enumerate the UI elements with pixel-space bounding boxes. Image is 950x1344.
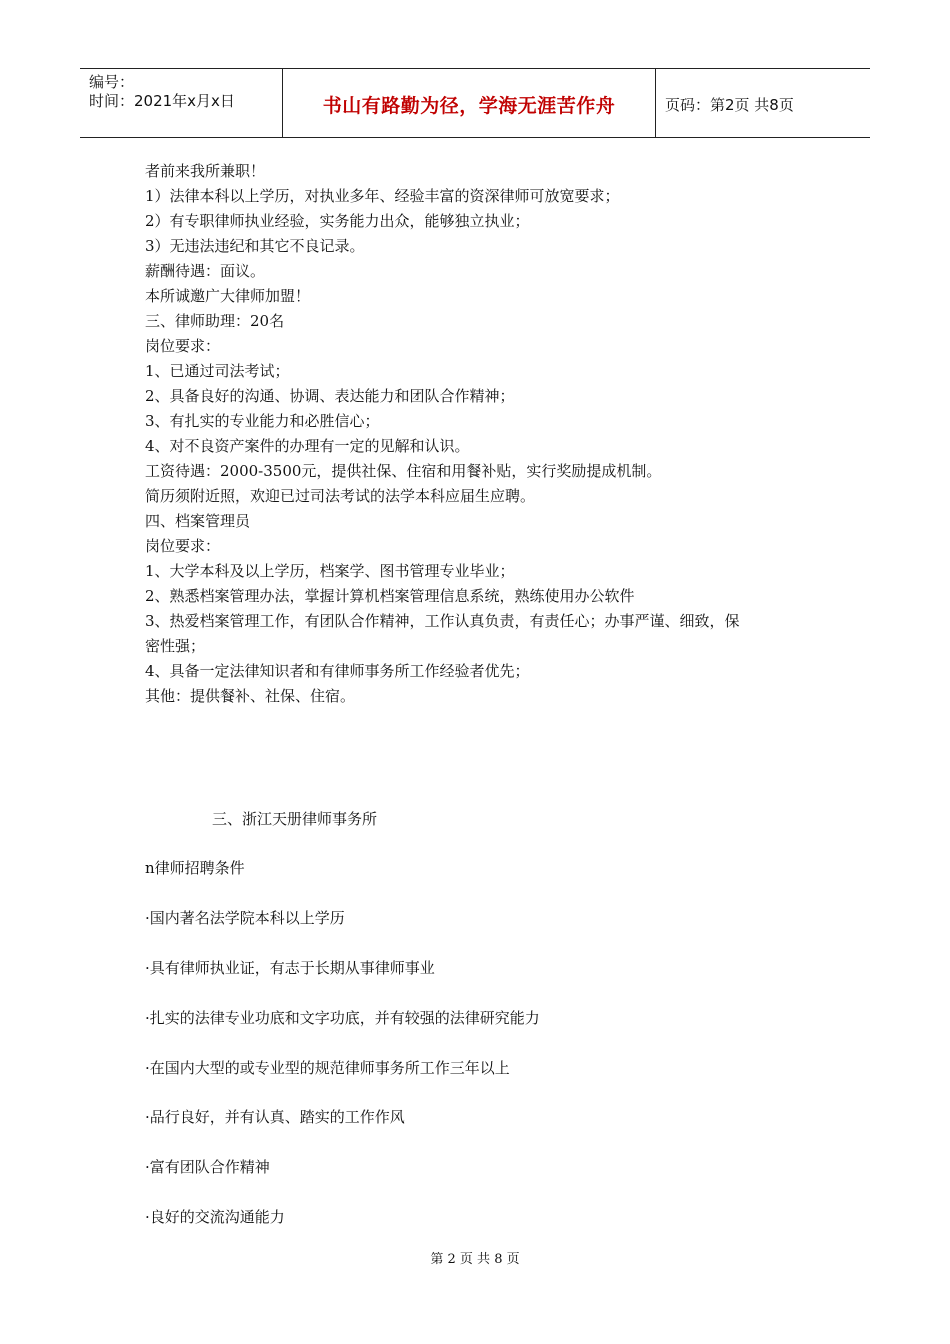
body-line: 2、熟悉档案管理办法，掌握计算机档案管理信息系统，熟练使用办公软件 <box>145 587 635 605</box>
body-line: 四、档案管理员 <box>145 512 251 530</box>
body-line: 简历须附近照，欢迎已过司法考试的法学本科应届生应聘。 <box>145 487 536 505</box>
body-line: 岗位要求： <box>145 537 221 555</box>
body-line: 者前来我所兼职！ <box>145 162 266 180</box>
list-item: ·扎实的法律专业功底和文字功底，并有较强的法律研究能力 <box>145 1009 540 1027</box>
body-line: 三、律师助理：20名 <box>145 312 285 330</box>
list-item: ·良好的交流沟通能力 <box>145 1208 285 1226</box>
conditions-title: n律师招聘条件 <box>145 859 245 877</box>
body-line: 工资待遇：2000-3500元，提供社保、住宿和用餐补贴，实行奖励提成机制。 <box>145 462 662 480</box>
body-line: 3、热爱档案管理工作，有团队合作精神，工作认真负责，有责任心；办事严谨、细致，保 <box>145 612 740 630</box>
body-line: 1）法律本科以上学历，对执业多年、经验丰富的资深律师可放宽要求； <box>145 187 620 205</box>
document-time: 时间：2021年x月x日 <box>89 92 235 110</box>
body-line: 1、已通过司法考试； <box>145 362 290 380</box>
body-line: 岗位要求： <box>145 337 221 355</box>
header-motto: 书山有路勤为径，学海无涯苦作舟 <box>322 95 616 117</box>
body-line: 本所诚邀广大律师加盟！ <box>145 287 311 305</box>
body-line: 密性强； <box>145 637 206 655</box>
body-line: 其他：提供餐补、社保、住宿。 <box>145 687 356 705</box>
list-item: ·在国内大型的或专业型的规范律师事务所工作三年以上 <box>145 1059 510 1077</box>
page-footer: 第 2 页 共 8 页 <box>430 1252 520 1267</box>
body-line: 薪酬待遇：面议。 <box>145 262 266 280</box>
document-number: 编号： <box>89 73 135 91</box>
body-line: 2、具备良好的沟通、协调、表达能力和团队合作精神； <box>145 387 515 405</box>
section-title: 三、浙江天册律师事务所 <box>212 810 378 828</box>
page-header <box>80 68 870 138</box>
body-line: 3）无违法违纪和其它不良记录。 <box>145 237 365 255</box>
list-item: ·国内著名法学院本科以上学历 <box>145 909 345 927</box>
list-item: ·品行良好，并有认真、踏实的工作作风 <box>145 1108 405 1126</box>
body-line: 3、有扎实的专业能力和必胜信心； <box>145 412 380 430</box>
body-line: 4、具备一定法律知识者和有律师事务所工作经验者优先； <box>145 662 530 680</box>
header-motto-cell <box>283 69 656 137</box>
list-item: ·具有律师执业证，有志于长期从事律师事业 <box>145 959 435 977</box>
header-page-number: 页码：第2页 共8页 <box>665 96 794 114</box>
body-line: 4、对不良资产案件的办理有一定的见解和认识。 <box>145 437 470 455</box>
header-info-cell <box>80 69 283 137</box>
list-item: ·富有团队合作精神 <box>145 1158 270 1176</box>
body-line: 1、大学本科及以上学历，档案学、图书管理专业毕业； <box>145 562 515 580</box>
body-line: 2）有专职律师执业经验，实务能力出众，能够独立执业； <box>145 212 530 230</box>
header-page-cell <box>656 69 870 137</box>
